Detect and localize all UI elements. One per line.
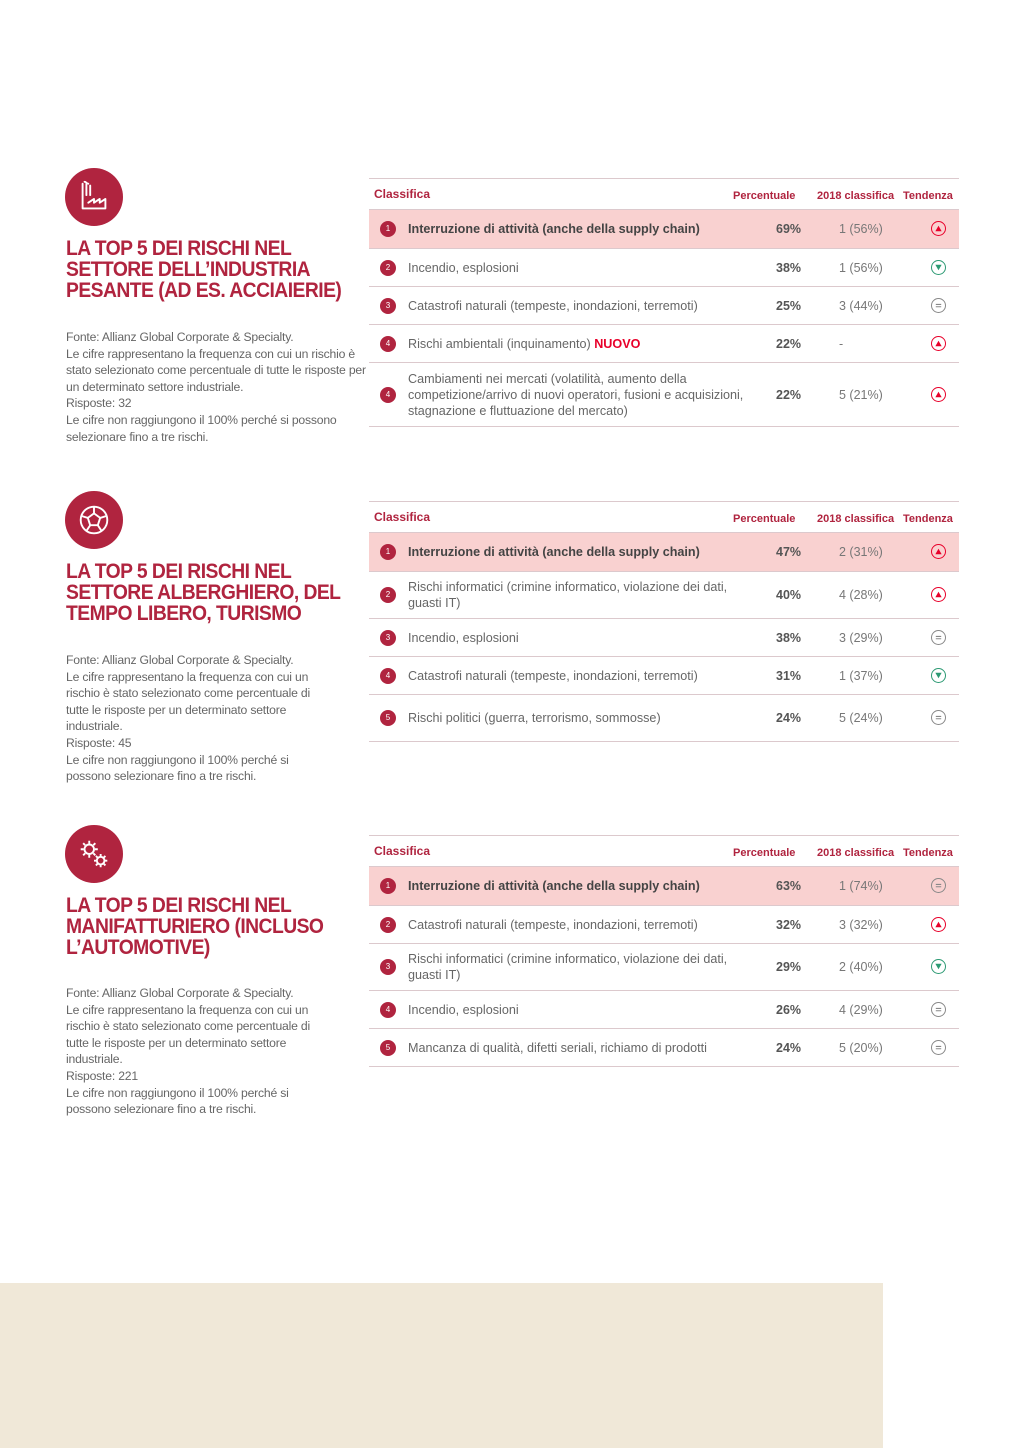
source-line: Fonte: Allianz Global Corporate & Specialty. <box>66 330 294 344</box>
trend-up-icon <box>931 544 946 559</box>
header-percent: Percentuale <box>733 513 796 525</box>
trend-down-icon <box>931 668 946 683</box>
trend-up-icon <box>931 917 946 932</box>
table-header <box>369 501 959 533</box>
risk-table <box>369 501 959 742</box>
risk-label-text: Incendio, esplosioni <box>408 1002 519 1017</box>
risk-label-text: Incendio, esplosioni <box>408 630 519 645</box>
section-heading: LA TOP 5 DEI RISCHI NEL SETTORE ALBERGHIERO, DEL TEMPO LIBERO, TURISMO <box>66 560 341 625</box>
rank-badge: 3 <box>380 630 396 646</box>
risk-rank-2018: - <box>839 336 844 351</box>
risk-label <box>408 579 763 611</box>
risk-percent: 24% <box>776 1040 802 1055</box>
header-rank: Classifica <box>374 187 431 201</box>
header-trend: Tendenza <box>903 513 953 525</box>
table-header <box>369 178 959 210</box>
source-line: Le cifre rappresentano la frequenza con cui un rischio è stato selezionato come percentuale di tutte le risposte per un determinato settore industriale. <box>66 346 370 394</box>
rank-badge: 1 <box>380 878 396 894</box>
risk-label-text: Interruzione di attività (anche della supply chain) <box>408 545 700 559</box>
risk-rank-2018: 4 (29%) <box>839 1002 883 1017</box>
table-body <box>369 867 959 1067</box>
source-line: Le cifre rappresentano la frequenza con cui un rischio è stato selezionato come percentuale di tutte le risposte per un determinato settore industriale. <box>66 669 314 734</box>
header-rank2018: 2018 classifica <box>817 513 895 525</box>
source-note <box>66 329 370 445</box>
trend-equal-icon <box>931 710 946 725</box>
new-tag: NUOVO <box>594 336 641 351</box>
rank-badge: 4 <box>380 387 396 403</box>
header-percent: Percentuale <box>733 190 796 202</box>
factory-icon <box>65 168 123 226</box>
rank-badge: 4 <box>380 336 396 352</box>
trend-down-icon <box>931 260 946 275</box>
risk-rank-2018: 1 (56%) <box>839 260 883 275</box>
risk-percent: 69% <box>776 222 802 236</box>
risk-rank-2018: 3 (44%) <box>839 298 883 313</box>
trend-up-icon <box>931 587 946 602</box>
risk-percent: 24% <box>776 711 802 725</box>
table-row <box>369 287 959 325</box>
risk-label-text: Catastrofi naturali (tempeste, inondazioni, terremoti) <box>408 668 698 683</box>
rank-badge: 5 <box>380 710 396 726</box>
risk-percent: 22% <box>776 387 802 402</box>
risk-percent: 25% <box>776 298 802 313</box>
table-row <box>369 867 959 906</box>
header-trend: Tendenza <box>903 847 953 859</box>
risk-label-text: Interruzione di attività (anche della supply chain) <box>408 879 700 893</box>
risk-label-text: Rischi ambientali (inquinamento) <box>408 336 595 351</box>
rank-badge: 3 <box>380 959 396 975</box>
risk-rank-2018: 3 (32%) <box>839 917 883 932</box>
table-row <box>369 325 959 363</box>
table-row <box>369 944 959 991</box>
table-row <box>369 695 959 742</box>
risk-percent: 47% <box>776 545 802 559</box>
header-rank2018: 2018 classifica <box>817 190 895 202</box>
risk-percent: 32% <box>776 917 802 932</box>
trend-equal-icon <box>931 1040 946 1055</box>
table-row <box>369 533 959 572</box>
risk-rank-2018: 3 (29%) <box>839 630 883 645</box>
header-rank: Classifica <box>374 510 431 524</box>
risk-rank-2018: 2 (40%) <box>839 960 883 974</box>
rank-badge: 4 <box>380 1002 396 1018</box>
rank-badge: 5 <box>380 1040 396 1056</box>
table-row <box>369 1029 959 1067</box>
source-line: Fonte: Allianz Global Corporate & Specialty. <box>66 653 294 667</box>
risk-table <box>369 835 959 1067</box>
table-row <box>369 619 959 657</box>
source-line: Risposte: 45 <box>66 735 132 750</box>
section-heading: LA TOP 5 DEI RISCHI NEL SETTORE DELL’INDUSTRIA PESANTE (AD ES. ACCIAIERIE) <box>66 237 342 302</box>
trend-equal-icon <box>931 1002 946 1017</box>
table-body <box>369 210 959 427</box>
table-row <box>369 363 959 427</box>
risk-percent: 31% <box>776 668 802 683</box>
table-row <box>369 210 959 249</box>
risk-label-text: Mancanza di qualità, difetti seriali, richiamo di prodotti <box>408 1040 707 1055</box>
risk-percent: 29% <box>776 960 802 974</box>
source-line: Le cifre rappresentano la frequenza con cui un rischio è stato selezionato come percentuale di tutte le risposte per un determinato settore industriale. <box>66 1002 314 1067</box>
table-header <box>369 835 959 867</box>
football-icon <box>65 491 123 549</box>
header-rank2018: 2018 classifica <box>817 847 895 859</box>
source-line: Le cifre non raggiungono il 100% perché si possono selezionare fino a tre rischi. <box>66 1085 292 1117</box>
risk-label <box>408 544 763 560</box>
risk-rank-2018: 5 (24%) <box>839 711 883 725</box>
risk-label-text: Rischi informatici (crimine informatico, violazione dei dati, guasti IT) <box>408 580 728 610</box>
source-note <box>66 985 334 1118</box>
trend-equal-icon <box>931 878 946 893</box>
risk-label <box>408 221 763 237</box>
trend-up-icon <box>931 387 946 402</box>
table-body <box>369 533 959 742</box>
table-row <box>369 657 959 695</box>
risk-label <box>408 878 763 894</box>
risk-label <box>408 336 763 352</box>
risk-label <box>408 1002 763 1018</box>
risk-label-text: Rischi informatici (crimine informatico, violazione dei dati, guasti IT) <box>408 952 728 982</box>
section-heading: LA TOP 5 DEI RISCHI NEL MANIFATTURIERO (INCLUSO L’AUTOMOTIVE) <box>66 894 324 959</box>
risk-percent: 40% <box>776 588 802 602</box>
risk-label <box>408 630 763 646</box>
risk-label <box>408 668 763 684</box>
source-line: Risposte: 32 <box>66 396 132 411</box>
risk-label <box>408 1040 763 1056</box>
risk-rank-2018: 2 (31%) <box>839 545 883 559</box>
risk-label <box>408 951 763 983</box>
source-line: Le cifre non raggiungono il 100% perché si possono selezionare fino a tre rischi. <box>66 752 292 784</box>
risk-rank-2018: 1 (37%) <box>839 668 883 683</box>
rank-badge: 1 <box>380 544 396 560</box>
risk-label-text: Interruzione di attività (anche della supply chain) <box>408 222 700 236</box>
risk-percent: 38% <box>776 260 802 275</box>
trend-equal-icon <box>931 298 946 313</box>
risk-label <box>408 298 763 314</box>
trend-up-icon <box>931 336 946 351</box>
table-row <box>369 572 959 619</box>
risk-rank-2018: 1 (74%) <box>839 879 883 893</box>
gears-icon <box>65 825 123 883</box>
risk-label <box>408 710 763 726</box>
risk-table <box>369 178 959 427</box>
table-row <box>369 906 959 944</box>
risk-percent: 38% <box>776 630 802 645</box>
risk-label-text: Catastrofi naturali (tempeste, inondazioni, terremoti) <box>408 917 698 932</box>
trend-up-icon <box>931 221 946 236</box>
trend-down-icon <box>931 959 946 974</box>
footer-band <box>0 1283 883 1448</box>
header-percent: Percentuale <box>733 847 796 859</box>
risk-rank-2018: 5 (21%) <box>839 387 883 402</box>
rank-badge: 2 <box>380 917 396 933</box>
risk-percent: 63% <box>776 879 802 893</box>
risk-label-text: Cambiamenti nei mercati (volatilità, aumento della competizione/arrivo di nuovi operatori, fusioni e acquisizioni, stagnazione e fluttuazione del mercato) <box>408 371 744 418</box>
rank-badge: 2 <box>380 260 396 276</box>
trend-equal-icon <box>931 630 946 645</box>
rank-badge: 4 <box>380 668 396 684</box>
risk-percent: 26% <box>776 1002 802 1017</box>
source-line: Fonte: Allianz Global Corporate & Specialty. <box>66 986 294 1000</box>
risk-label <box>408 260 763 276</box>
risk-rank-2018: 1 (56%) <box>839 222 883 236</box>
risk-label-text: Catastrofi naturali (tempeste, inondazioni, terremoti) <box>408 298 698 313</box>
header-trend: Tendenza <box>903 190 953 202</box>
risk-rank-2018: 5 (20%) <box>839 1040 883 1055</box>
source-note <box>66 652 334 785</box>
risk-label-text: Incendio, esplosioni <box>408 260 519 275</box>
risk-percent: 22% <box>776 336 802 351</box>
rank-badge: 2 <box>380 587 396 603</box>
table-row <box>369 991 959 1029</box>
source-line: Risposte: 221 <box>66 1068 138 1083</box>
risk-rank-2018: 4 (28%) <box>839 588 883 602</box>
rank-badge: 3 <box>380 298 396 314</box>
source-line: Le cifre non raggiungono il 100% perché si possono selezionare fino a tre rischi. <box>66 412 340 444</box>
table-row <box>369 249 959 287</box>
risk-label-text: Rischi politici (guerra, terrorismo, sommosse) <box>408 711 661 725</box>
rank-badge: 1 <box>380 221 396 237</box>
header-rank: Classifica <box>374 844 431 858</box>
risk-label <box>408 371 763 419</box>
risk-label <box>408 917 763 933</box>
